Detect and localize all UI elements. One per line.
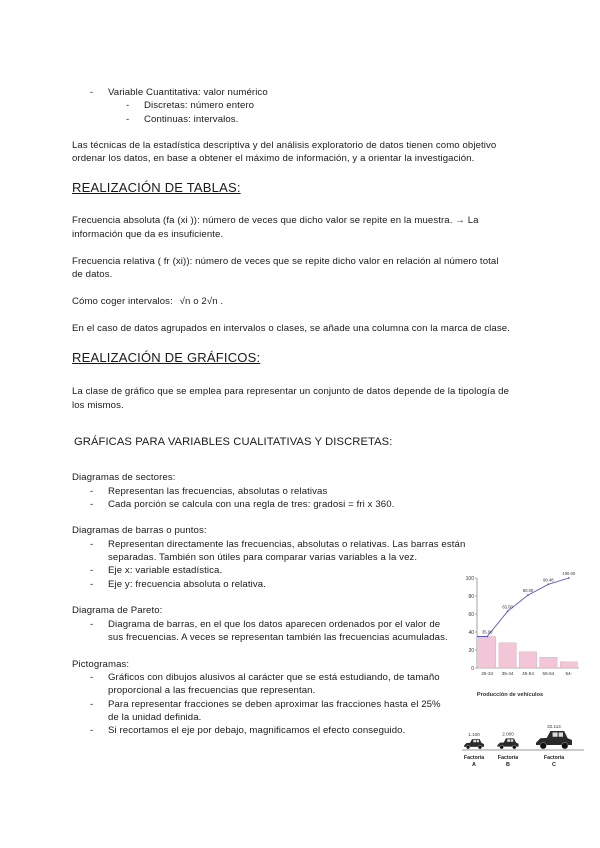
cumulative-label: 35.00 [481, 629, 493, 635]
bar [560, 662, 577, 668]
car-wheel [478, 745, 482, 749]
intro-paragraph-line: ordenar los datos, en base a obtener el máximo de información, y a orientar la investigación. [72, 153, 475, 164]
list-dash: - [90, 672, 94, 683]
pareto-item: sus frecuencias. A veces se representan también las frecuencias acumuladas. [108, 632, 448, 643]
pictogramas-item: Si recortamos el eje por debajo, magnificamos el efecto conseguido. [108, 725, 406, 736]
car-window [511, 739, 514, 742]
pareto-item: Diagrama de barras, en el que los datos aparecen ordenados por el valor de [108, 619, 441, 630]
x-tick-label: 45-54 [522, 671, 534, 676]
cumulative-point [507, 610, 509, 612]
cumulative-point [527, 594, 529, 596]
list-dash: - [90, 565, 94, 576]
pictogram-category-letter: B [506, 762, 510, 768]
intervalos-formula: √n o 2√n . [179, 296, 224, 307]
pictogram-value-label: 2.000 [502, 731, 514, 737]
list-dash: - [90, 499, 94, 510]
car-wheel [466, 745, 470, 749]
pictogramas-item: proporcional a las frecuencias que representan. [108, 685, 316, 696]
pictogramas-title: Pictogramas: [72, 659, 130, 670]
cumulative-line [477, 578, 569, 637]
x-tick-label: 54- [565, 671, 573, 676]
sectores-title: Diagramas de sectores: [72, 472, 176, 483]
list-dash: - [90, 539, 94, 550]
frecuencia-relativa-line: Frecuencia relativa ( fr (xi)): número de veces que se repite dicho valor en relación al número total [72, 256, 499, 267]
pictogram-category-letter: A [472, 762, 476, 768]
car-window [473, 740, 476, 742]
pictogram-value-label: 1.100 [468, 732, 480, 738]
pareto-chart [455, 572, 585, 684]
sectores-item: Cada porción se calcula con una regla de tres: gradosi = fri x 360. [108, 499, 395, 510]
graficos-paragraph-line: La clase de gráfico que se emplea para representar un conjunto de datos depende de la tipología de [72, 386, 510, 397]
list-item-discretas: Discretas: número entero [144, 100, 255, 111]
car-window [553, 732, 558, 736]
bar [479, 637, 496, 669]
pictogramas-item: de la unidad definida. [108, 712, 202, 723]
cumulative-label: 100.00 [562, 572, 576, 576]
pictogram-chart [458, 686, 588, 776]
car-wheel [512, 745, 516, 749]
barras-title: Diagramas de barras o puntos: [72, 525, 207, 536]
list-dash: - [90, 486, 94, 497]
bar [540, 657, 557, 668]
pictogram-value-label: 32.114 [547, 724, 561, 729]
car-icon [536, 731, 572, 749]
x-tick-label: 25-34 [481, 671, 494, 676]
cumulative-point [568, 577, 570, 579]
y-tick-label: 80 [468, 594, 474, 600]
cumulative-label: 80.00 [522, 588, 534, 594]
intro-paragraph-line: Las técnicas de la estadística descriptiva y del análisis exploratorio de datos tienen como objetivo [72, 140, 497, 151]
car-wheel [500, 745, 504, 749]
pictogram-category-name: Factoría [543, 755, 565, 761]
list-dash: - [90, 619, 94, 630]
intervalos-label: Cómo coger intervalos: [72, 296, 173, 307]
pictogram-category-name: Factoría [497, 755, 519, 761]
y-tick-label: 20 [468, 648, 474, 654]
pareto-title: Diagrama de Pareto: [72, 605, 163, 616]
list-item-continuas: Continuas: intervalos. [144, 114, 239, 125]
graficos-paragraph-line: los mismos. [72, 400, 124, 411]
barras-item: Representan directamente las frecuencias, absolutas o relativas. Las barras están [108, 539, 466, 550]
pictogramas-item: Gráficos con dibujos alusivos al carácter que se está estudiando, de tamaño [108, 672, 440, 683]
list-dash: - [90, 725, 94, 736]
car-window [507, 739, 510, 742]
cumulative-label: 90.48 [543, 577, 554, 583]
cumulative-point [486, 636, 488, 638]
frecuencia-relativa-line: de datos. [72, 269, 113, 280]
pictogramas-item: Para representar fracciones se deben aproximar las fracciones hasta el 25% [108, 699, 441, 710]
sectores-item: Representan las frecuencias, absolutas o relativas [108, 486, 328, 497]
list-dash: - [90, 87, 94, 98]
intervalos-text [72, 295, 223, 308]
frecuencia-absoluta-line: información que da es insuficiente. [72, 229, 224, 240]
datos-agrupados-text: En el caso de datos agrupados en intervalos o clases, se añade una columna con la marca de clase. [72, 323, 510, 334]
x-tick-label: 35-44 [501, 671, 514, 676]
car-wheel [540, 743, 546, 749]
bar [499, 643, 516, 668]
barras-item: separadas. También son útiles para comparar varias variables a la vez. [108, 552, 418, 563]
car-icon [464, 739, 484, 749]
cumulative-label: 63.00 [502, 604, 513, 610]
list-dash: - [126, 114, 130, 125]
car-wheel [562, 743, 568, 749]
x-tick-label: 55-64 [542, 671, 555, 676]
cumulative-point [548, 583, 550, 585]
y-tick-label: 60 [468, 612, 474, 618]
list-dash: - [126, 100, 130, 111]
pictogram-category-name: Factoría [463, 755, 485, 761]
frecuencia-absoluta-line: Frecuencia absoluta (fa (xi )): número de veces que dicho valor se repite en la muestra. → La [72, 215, 479, 226]
heading-cualitativas: GRÁFICAS PARA VARIABLES CUALITATIVAS Y DISCRETAS: [74, 436, 393, 448]
list-dash: - [90, 579, 94, 590]
pictogram-category-letter: C [552, 762, 556, 768]
list-item-cuantitativa: Variable Cuantitativa: valor numérico [108, 87, 268, 98]
car-window [559, 732, 563, 736]
y-tick-label: 100 [465, 576, 474, 582]
list-dash: - [90, 699, 94, 710]
y-tick-label: 40 [468, 630, 474, 636]
car-window [477, 740, 479, 742]
car-icon [497, 738, 518, 749]
barras-item: Eje x: variable estadística. [108, 565, 223, 576]
heading-tablas: REALIZACIÓN DE TABLAS: [72, 180, 241, 195]
bar [519, 652, 536, 668]
barras-item: Eje y: frecuencia absoluta o relativa. [108, 579, 266, 590]
pictogram-title: Producción de vehículos [476, 692, 544, 698]
y-tick-label: 0 [471, 666, 474, 672]
heading-graficos: REALIZACIÓN DE GRÁFICOS: [72, 350, 261, 365]
